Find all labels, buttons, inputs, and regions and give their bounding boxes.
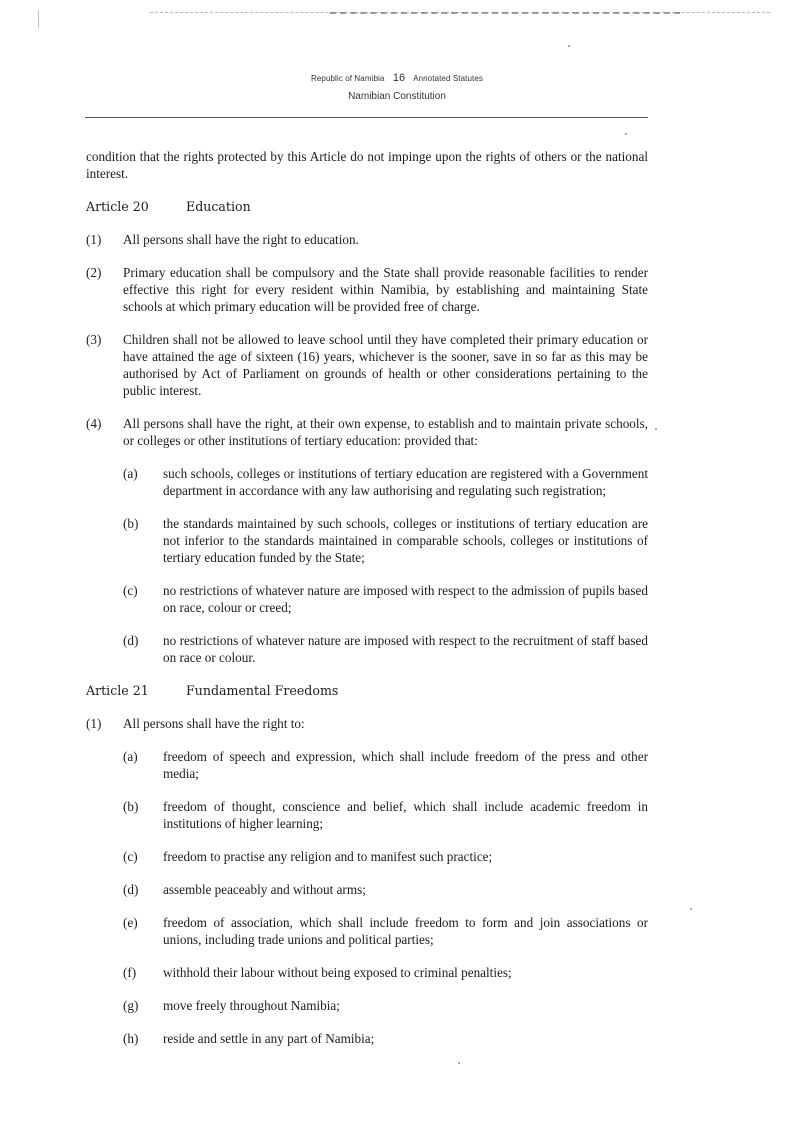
sub-clause-letter: (a) — [123, 466, 138, 481]
scan-speck — [568, 45, 570, 47]
clause-text: Children shall not be allowed to leave school until they have completed their primary education or have attained the age of sixteen (16) years, whichever is the sooner, save in so far as this may be authorised by Act of Parliament on grounds of health or other considerations pertaining to the public interest. — [123, 332, 648, 398]
sub-clause — [123, 748, 648, 782]
article-20-heading — [86, 198, 648, 215]
sub-clause — [123, 914, 648, 948]
scan-speck — [655, 428, 657, 430]
sub-clause-text: freedom of speech and expression, which shall include freedom of the press and other media; — [163, 749, 648, 781]
sub-clause-letter: (b) — [123, 516, 139, 531]
sub-clause-text: freedom to practise any religion and to manifest such practice; — [163, 849, 493, 864]
sub-clause-letter: (c) — [123, 849, 138, 864]
sub-clause-text: reside and settle in any part of Namibia; — [163, 1031, 375, 1046]
scan-speck — [458, 1062, 460, 1064]
clause-number: (1) — [86, 716, 102, 731]
article-21-heading — [86, 682, 648, 699]
sub-clause — [123, 881, 648, 898]
clause — [86, 231, 648, 248]
sub-clause — [123, 964, 648, 981]
clause — [86, 331, 648, 399]
sub-clause-text: withhold their labour without being exposed to criminal penalties; — [163, 965, 512, 980]
clause-text: Primary education shall be compulsory and the State shall provide reasonable facilities to render effective this right for every resident within Namibia, by establishing and maintaining State schools at which primary education will be provided free of charge. — [123, 265, 648, 314]
article-number: Article 20 — [86, 199, 149, 214]
sub-clause-text: no restrictions of whatever nature are imposed with respect to the admission of pupils based on race, colour or creed; — [163, 583, 648, 615]
header-subtitle: Namibian Constitution — [348, 91, 446, 102]
sub-clause-text: assemble peaceably and without arms; — [163, 882, 366, 897]
clause — [86, 415, 648, 449]
clause-text: All persons shall have the right to education. — [123, 232, 359, 247]
sub-clause-letter: (b) — [123, 799, 139, 814]
sub-clause — [123, 582, 648, 616]
clause-number: (3) — [86, 332, 102, 347]
intro-paragraph: condition that the rights protected by this Article do not impinge upon the rights of others or the national interest. — [86, 149, 648, 181]
scan-speck — [690, 908, 692, 910]
page-body — [86, 148, 648, 1063]
sub-clause — [123, 632, 648, 666]
scan-margin-mark — [38, 10, 49, 28]
scan-artifact-line-dark — [330, 12, 680, 14]
clause-number: (1) — [86, 232, 102, 247]
sub-clause-text: such schools, colleges or institutions of tertiary education are registered with a Government department in accordance with any law authorising and regulating such registration; — [163, 466, 648, 498]
scan-speck — [625, 133, 627, 135]
header-rule — [85, 117, 648, 118]
sub-clause — [123, 515, 648, 566]
clause-number: (4) — [86, 416, 102, 431]
clause-number: (2) — [86, 265, 102, 280]
sub-clause-text: no restrictions of whatever nature are imposed with respect to the recruitment of staff based on race or colour. — [163, 633, 648, 665]
sub-clause — [123, 465, 648, 499]
clause — [86, 715, 648, 732]
article-number: Article 21 — [86, 683, 149, 698]
sub-clause-letter: (h) — [123, 1031, 139, 1046]
sub-clause — [123, 798, 648, 832]
header-left: Republic of Namibia — [310, 74, 385, 83]
sub-clause-letter: (a) — [123, 749, 138, 764]
page-number: 16 — [392, 72, 406, 84]
article-title: Education — [186, 199, 251, 214]
clause-text: All persons shall have the right, at their own expense, to establish and to maintain private schools, or colleges or other institutions of tertiary education: provided that: — [123, 416, 648, 448]
header-right: Annotated Statutes — [413, 74, 483, 83]
clause-text: All persons shall have the right to: — [123, 716, 305, 731]
sub-clause-text: the standards maintained by such schools, colleges or institutions of tertiary education are not inferior to the standards maintained in comparable schools, colleges or institutions of tertiary education funded by the State; — [163, 516, 648, 565]
sub-clause-letter: (e) — [123, 915, 138, 930]
sub-clause-letter: (d) — [123, 882, 139, 897]
sub-clause — [123, 848, 648, 865]
sub-clause-letter: (c) — [123, 583, 138, 598]
sub-clause — [123, 997, 648, 1014]
sub-clause-letter: (f) — [123, 965, 137, 980]
sub-clause-letter: (g) — [123, 998, 139, 1013]
header-top-line — [0, 72, 794, 84]
clause — [86, 264, 648, 315]
page-header — [0, 72, 794, 102]
sub-clause — [123, 1030, 648, 1047]
sub-clause-text: move freely throughout Namibia; — [163, 998, 340, 1013]
sub-clause-text: freedom of thought, conscience and belief, which shall include academic freedom in institutions of higher learning; — [163, 799, 648, 831]
article-title: Fundamental Freedoms — [186, 683, 339, 698]
sub-clause-text: freedom of association, which shall include freedom to form and join associations or unions, including trade unions and political parties; — [163, 915, 648, 947]
sub-clause-letter: (d) — [123, 633, 139, 648]
